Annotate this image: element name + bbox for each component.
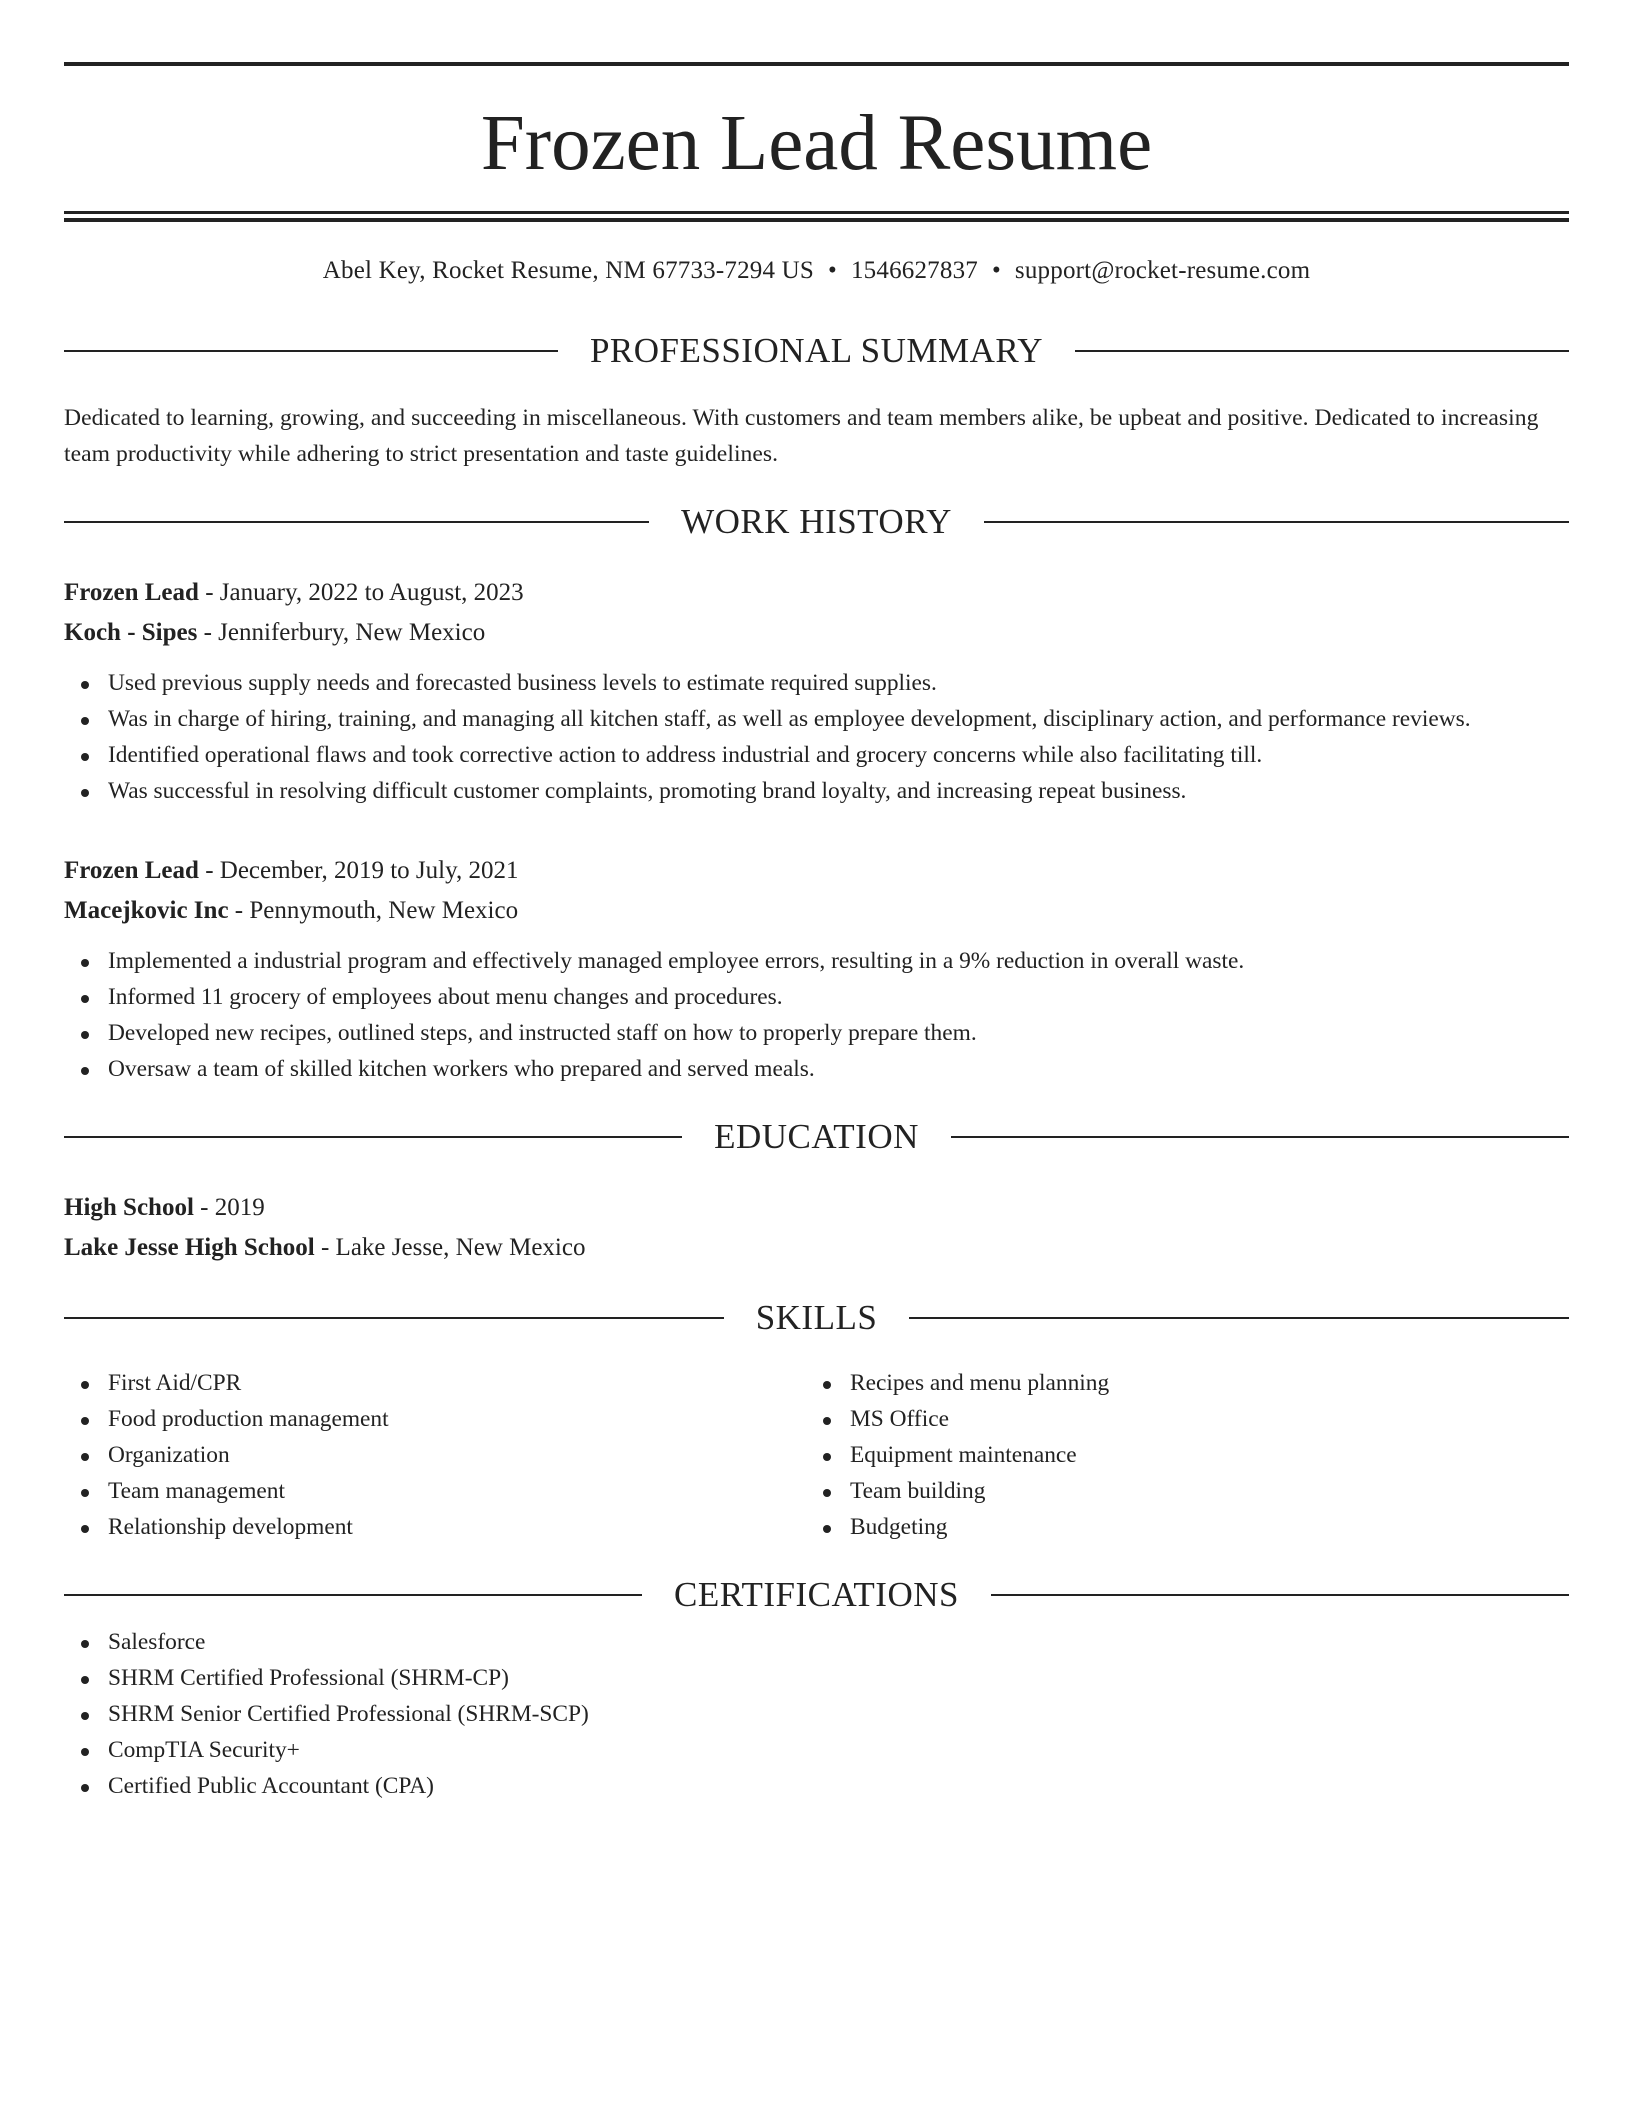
education-location: - Lake Jesse, New Mexico [314, 1234, 586, 1261]
job-dates: - January, 2022 to August, 2023 [198, 579, 524, 606]
job-location: - Pennymouth, New Mexico [228, 897, 519, 924]
skills-columns [64, 1365, 1569, 1545]
title-double-rule [64, 211, 1569, 222]
list-item: Salesforce [64, 1624, 1569, 1660]
summary-text: Dedicated to learning, growing, and succeeding in miscellaneous. With customers and team members alike, be upbeat and positive. Dedicated to increasing team productivity while adhering to strict presentation and taste guidelines. [64, 405, 1539, 467]
contact-address: Abel Key, Rocket Resume, NM 67733-7294 US [322, 257, 815, 284]
list-item: Certified Public Accountant (CPA) [64, 1768, 1569, 1804]
heading-rule [991, 1594, 1569, 1596]
job-title-line [64, 851, 1569, 891]
contact-phone: 1546627837 [850, 257, 978, 284]
job-title: Frozen Lead [64, 857, 199, 884]
certifications-list [64, 1624, 1569, 1804]
list-item: Organization [64, 1437, 806, 1473]
list-item: Was in charge of hiring, training, and managing all kitchen staff, as well as employee development, disciplinary action, and performance reviews. [64, 701, 1569, 737]
list-item: Implemented a industrial program and effectively managed employee errors, resulting in a 9% reduction in overall waste. [64, 943, 1569, 979]
education-degree-line [64, 1188, 1569, 1228]
section-heading-education [64, 1119, 1569, 1154]
job-bullets [64, 665, 1569, 809]
section-heading-certifications [64, 1577, 1569, 1612]
education-entry [64, 1188, 1569, 1268]
heading-rule [64, 1317, 724, 1319]
section-heading-work [64, 504, 1569, 539]
job-title: Frozen Lead [64, 579, 199, 606]
job-bullets [64, 943, 1569, 1087]
list-item: Food production management [64, 1401, 806, 1437]
heading-rule [64, 1136, 682, 1138]
list-item: Equipment maintenance [806, 1437, 1109, 1473]
contact-line [64, 258, 1569, 283]
job-company-line [64, 613, 1569, 653]
list-item: MS Office [806, 1401, 1109, 1437]
list-item: Budgeting [806, 1509, 1109, 1545]
skills-list-left [64, 1365, 806, 1545]
list-item: Team building [806, 1473, 1109, 1509]
list-item: SHRM Certified Professional (SHRM-CP) [64, 1660, 1569, 1696]
list-item: Used previous supply needs and forecasted business levels to estimate required supplies. [64, 665, 1569, 701]
list-item: Was successful in resolving difficult customer complaints, promoting brand loyalty, and increasing repeat business. [64, 773, 1569, 809]
list-item: First Aid/CPR [64, 1365, 806, 1401]
education-heading: EDUCATION [714, 1117, 919, 1156]
list-item: Identified operational flaws and took corrective action to address industrial and grocery concerns while also facilitating till. [64, 737, 1569, 773]
job-company-line [64, 891, 1569, 931]
job-dates: - December, 2019 to July, 2021 [198, 857, 519, 884]
section-heading-summary [64, 333, 1569, 368]
education-degree: High School [64, 1194, 194, 1221]
job-title-line [64, 573, 1569, 613]
contact-separator: • [991, 257, 1001, 284]
skills-list-right [806, 1365, 1109, 1545]
list-item: SHRM Senior Certified Professional (SHRM-SCP) [64, 1696, 1569, 1732]
list-item: Oversaw a team of skilled kitchen workers who prepared and served meals. [64, 1051, 1569, 1087]
section-heading-skills [64, 1300, 1569, 1335]
heading-rule [1075, 350, 1569, 352]
list-item: Team management [64, 1473, 806, 1509]
resume-title: Frozen Lead Resume [480, 100, 1153, 187]
heading-rule [909, 1317, 1569, 1319]
job-company: Koch - Sipes [64, 619, 198, 646]
education-school-line [64, 1228, 1569, 1268]
summary-heading: PROFESSIONAL SUMMARY [589, 331, 1044, 370]
list-item: Relationship development [64, 1509, 806, 1545]
job-entry [64, 573, 1569, 809]
job-company: Macejkovic Inc [64, 897, 229, 924]
heading-rule [951, 1136, 1569, 1138]
heading-rule [64, 350, 558, 352]
list-item: Informed 11 grocery of employees about menu changes and procedures. [64, 979, 1569, 1015]
heading-rule [984, 521, 1569, 523]
list-item: CompTIA Security+ [64, 1732, 1569, 1768]
education-year: - 2019 [193, 1194, 265, 1221]
heading-rule [64, 521, 649, 523]
list-item: Developed new recipes, outlined steps, and instructed staff on how to properly prepare them. [64, 1015, 1569, 1051]
job-location: - Jenniferbury, New Mexico [197, 619, 486, 646]
work-heading: WORK HISTORY [681, 502, 952, 541]
contact-email: support@rocket-resume.com [1014, 257, 1311, 284]
list-item: Recipes and menu planning [806, 1365, 1109, 1401]
skills-heading: SKILLS [755, 1298, 878, 1337]
job-entry [64, 851, 1569, 1087]
heading-rule [64, 1594, 642, 1596]
education-school: Lake Jesse High School [64, 1234, 315, 1261]
contact-separator: • [828, 257, 837, 284]
certifications-heading: CERTIFICATIONS [674, 1575, 959, 1614]
